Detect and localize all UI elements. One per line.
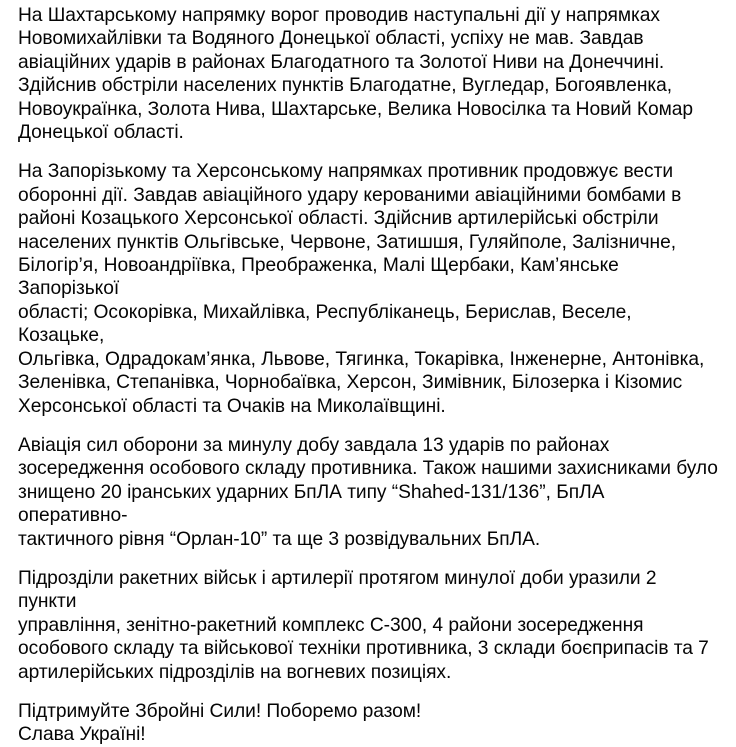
paragraph-shakhtarsk-direction: На Шахтарському напрямку ворог проводив наступальні дії у напрямках Новомихайлівки та Водяного Донецької області, успіху не мав. Завдав авіаційних ударів в районах Благодатного та Золотої Ниви на Донеччині. Здійснив обстріли населених пунктів Благодатне, Вугледар, Богоявленка, Новоукраїнка, Золота Нива, Шахтарське, Велика Новосілка та Новий Комар Донецької області. [18, 5, 693, 144]
paragraph-closing-slogan: Підтримуйте Збройні Сили! Поборемо разом! Слава Україні! [18, 700, 422, 746]
paragraph-aviation-strikes: Авіація сил оборони за минулу добу завдала 13 ударів по районах зосередження особового складу противника. Також нашими захисниками було знищено 20 іранських ударних БпЛА типу “Shahed-131/136”, БпЛА оперативно- тактичного рівня “Орлан-10” та ще 3 розвідувальних БпЛА. [18, 434, 718, 550]
paragraph-artillery-strikes: Підрозділи ракетних військ і артилерії протягом минулої доби уразили 2 пункти управління, зенітно-ракетний комплекс С-300, 4 райони зосередження особового складу та військової техніки противника, 3 склади боєприпасів та 7 артилерійських підрозділів на вогневих позиціях. [18, 567, 709, 683]
paragraph-zaporizhzhia-kherson-directions: На Запорізькому та Херсонському напрямках противник продовжує вести оборонні дії. Завдав авіаційного удару керованими авіаційними бомбами в районі Козацького Херсонської області. Здійснив артилерійські обстріли населених пунктів Ольгівське, Червоне, Затишшя, Гуляйполе, Залізничне, Білогір’я, Новоандріївка, Преображенка, Малі Щербаки, Кам’янське Запорізької області; Осокорівка, Михайлівка, Республіканець, Берислав, Веселе, Козацьке, Ольгівка, Одрадокам’янка, Львове, Тягинка, Токарівка, Інженерне, Антонівка, Зеленівка, Степанівка, Чорнобаївка, Херсон, Зимівник, Білозерка і Кізомис Херсонської області та Очаків на Миколаївщині. [18, 161, 705, 417]
